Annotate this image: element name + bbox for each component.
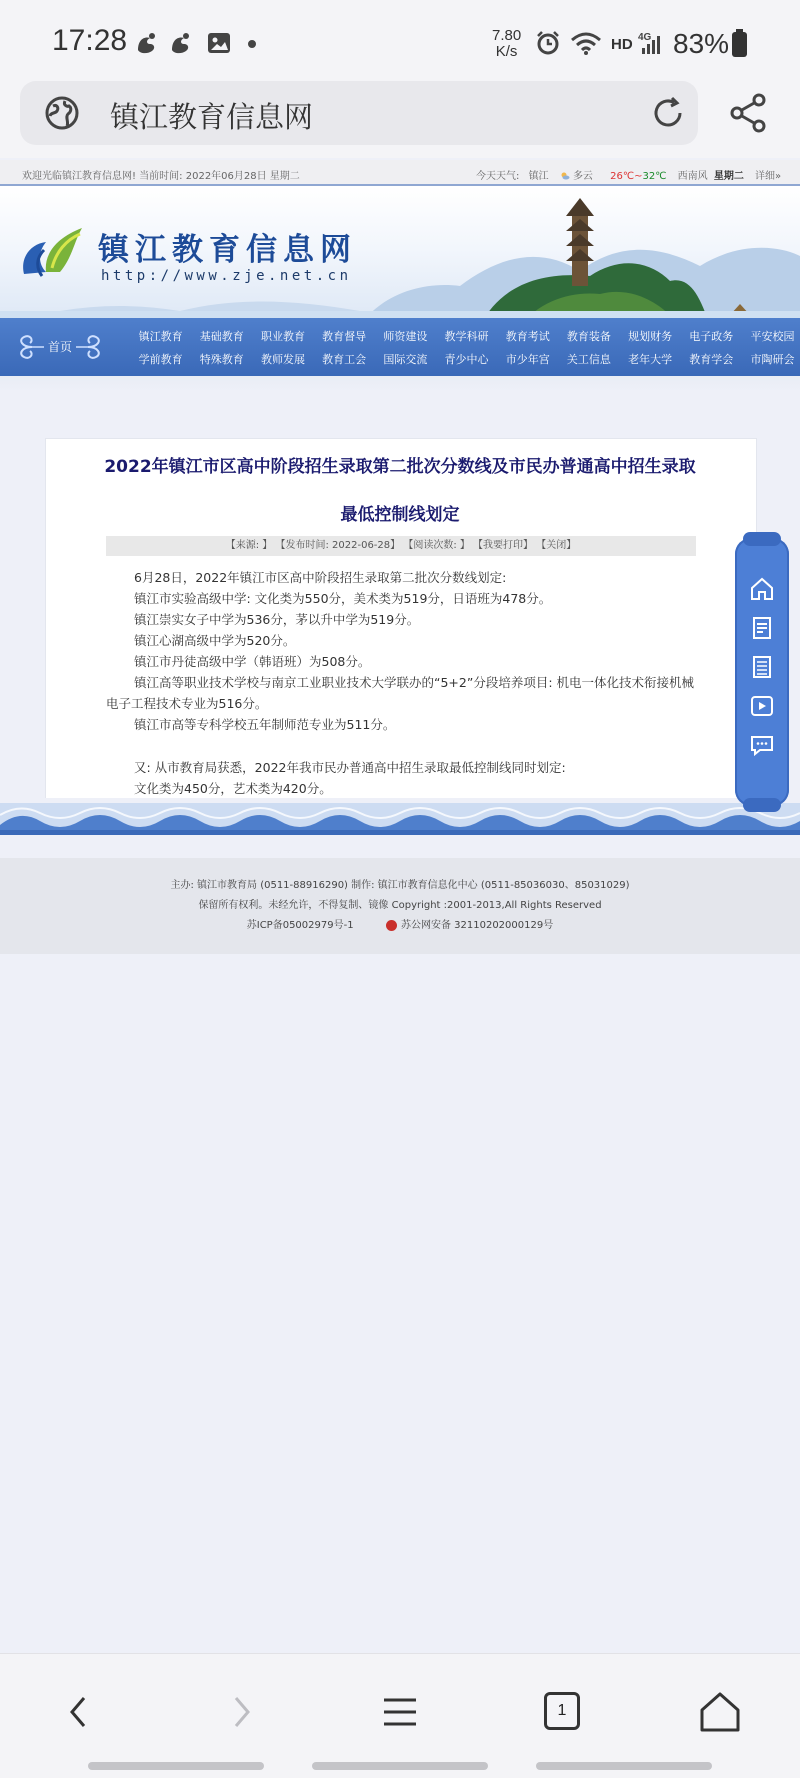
gallery-icon xyxy=(206,30,232,56)
weather-day: 星期二 xyxy=(713,171,744,182)
nav-item[interactable]: 市少年宫 xyxy=(505,353,550,366)
list-icon[interactable] xyxy=(748,653,776,681)
wave-pattern-icon xyxy=(0,803,800,835)
status-bar xyxy=(0,0,800,80)
site-banner xyxy=(0,186,800,326)
icp-link[interactable]: 苏ICP备05002979号-1 xyxy=(246,920,354,931)
gesture-bar xyxy=(88,1762,264,1770)
web-page xyxy=(0,158,800,1653)
nav-row-2 xyxy=(130,351,800,367)
weather-info xyxy=(476,167,781,182)
nav-item[interactable]: 职业教育 xyxy=(260,330,305,343)
app-notification-icon xyxy=(134,30,160,56)
browser-address-bar xyxy=(0,80,800,158)
nav-item[interactable]: 基础教育 xyxy=(199,330,244,343)
video-icon[interactable] xyxy=(748,692,776,720)
sidebar-cap-top xyxy=(743,532,781,546)
police-badge-icon xyxy=(386,920,397,931)
gesture-bar xyxy=(536,1762,712,1770)
nav-item[interactable]: 关工信息 xyxy=(566,353,611,366)
site-top-strip xyxy=(0,160,800,186)
nav-home-button[interactable] xyxy=(14,330,106,364)
nav-item[interactable]: 电子政务 xyxy=(689,330,734,343)
site-logo-url: http://www.zje.net.cn xyxy=(101,268,352,284)
sidebar-cap-bottom xyxy=(743,798,781,812)
article-paragraph: 镇江崇实女子中学为536分，茅以升中学为519分。 xyxy=(134,612,420,627)
nav-item[interactable]: 特殊教育 xyxy=(199,353,244,366)
browser-bottom-bar xyxy=(0,1653,800,1778)
weather-temp-high: 26℃ xyxy=(610,171,635,182)
home-icon[interactable] xyxy=(748,575,776,603)
nav-item[interactable]: 教育学会 xyxy=(689,353,734,366)
site-logo-icon xyxy=(16,218,88,282)
nav-item[interactable]: 学前教育 xyxy=(138,353,183,366)
footer-wave-decoration xyxy=(0,803,800,835)
home-icon[interactable] xyxy=(692,1684,748,1740)
nav-row-1 xyxy=(130,328,800,344)
nav-item[interactable]: 教育考试 xyxy=(505,330,550,343)
share-icon[interactable] xyxy=(728,92,768,134)
globe-icon[interactable] xyxy=(45,96,79,130)
app-notification-icon xyxy=(168,30,194,56)
article-paragraph: 镇江市实验高级中学: 文化类为550分，美术类为519分，日语班为478分。 xyxy=(134,591,552,606)
menu-icon[interactable] xyxy=(372,1684,428,1740)
article-paragraph: 又: 从市教育局获悉，2022年我市民办普通高中招生录取最低控制线同时划定: xyxy=(134,760,566,775)
alarm-icon xyxy=(535,30,561,56)
tabs-button[interactable]: 1 xyxy=(544,1692,580,1730)
site-nav xyxy=(0,318,800,376)
nav-item[interactable]: 师资建设 xyxy=(383,330,428,343)
weather-icon xyxy=(560,171,570,181)
back-icon[interactable] xyxy=(52,1684,108,1740)
network-type-label: HD xyxy=(611,36,633,53)
police-record-link[interactable]: 苏公网安备 32110202000129号 xyxy=(400,920,554,931)
nav-home-label[interactable]: 首页 xyxy=(48,340,73,354)
nav-item[interactable]: 镇江教育 xyxy=(138,330,183,343)
article-paragraph: 镇江心湖高级中学为520分。 xyxy=(134,633,296,648)
nav-shadow xyxy=(0,376,800,392)
status-time: 17:28 xyxy=(52,24,128,57)
site-logo-title: 镇江教育信息网 xyxy=(98,232,357,268)
svg-text:4G: 4G xyxy=(638,32,652,43)
nav-item[interactable]: 青少中心 xyxy=(444,353,489,366)
footer-line-3 xyxy=(0,916,800,931)
signal-icon xyxy=(638,30,666,56)
article-paragraph: 镇江市丹徒高级中学（韩语班）为508分。 xyxy=(134,654,371,669)
article-title: 2022年镇江市区高中阶段招生录取第二批次分数线及市民办普通高中招生录取最低控制线划定 xyxy=(104,457,696,525)
gesture-bar xyxy=(312,1762,488,1770)
wifi-icon xyxy=(570,30,602,56)
weather-temp-low: 32℃ xyxy=(642,171,667,182)
article-paragraph: 6月28日，2022年镇江市区高中阶段招生录取第二批次分数线划定: xyxy=(134,570,507,585)
weather-temp-sep: ~ xyxy=(634,171,643,182)
address-title[interactable]: 镇江教育信息网 xyxy=(110,100,314,134)
weather-label: 今天天气: xyxy=(476,171,520,182)
weather-more-link[interactable]: 详细» xyxy=(755,171,782,182)
battery-percent: 83% xyxy=(673,28,730,59)
nav-item[interactable]: 教师发展 xyxy=(260,353,305,366)
site-footer xyxy=(0,858,800,954)
nav-item[interactable]: 平安校园 xyxy=(750,330,795,343)
battery-icon xyxy=(732,32,747,57)
article-meta-bar[interactable]: 【来源: 】 【发布时间: 2022-06-28】 【阅读次数: 】 【我要打印】 【关闭】 xyxy=(106,536,696,556)
nav-item[interactable]: 规划财务 xyxy=(628,330,673,343)
network-speed: 7.80 K/s xyxy=(492,27,522,60)
weather-wind: 西南风 xyxy=(677,171,708,182)
weather-city: 镇江 xyxy=(528,171,549,182)
footer-line-1: 主办: 镇江市教育局 (0511-88916290) 制作: 镇江市教育信息化中心 (0511-85036030、85031029) xyxy=(170,880,630,891)
nav-item[interactable]: 教育工会 xyxy=(322,353,367,366)
nav-item[interactable]: 教育装备 xyxy=(566,330,611,343)
document-icon[interactable] xyxy=(748,614,776,642)
forward-icon[interactable] xyxy=(212,1684,268,1740)
footer-line-2: 保留所有权利。未经允许，不得复制、镜像 Copyright :2001-2013,All Rights Reserved xyxy=(198,900,602,911)
weather-desc: 多云 xyxy=(572,171,593,182)
nav-item[interactable]: 国际交流 xyxy=(383,353,428,366)
welcome-text: 欢迎光临镇江教育信息网! 当前时间: 2022年06月28日 星期二 xyxy=(22,171,300,182)
nav-item[interactable]: 老年大学 xyxy=(628,353,673,366)
nav-item[interactable]: 教育督导 xyxy=(322,330,367,343)
nav-item[interactable]: 市陶研会 xyxy=(750,353,795,366)
address-field[interactable] xyxy=(20,81,698,145)
floating-side-toolbar xyxy=(735,538,789,806)
article-paragraph: 文化类为450分，艺术类为420分。 xyxy=(134,781,332,796)
chat-icon[interactable] xyxy=(748,731,776,759)
notification-dot xyxy=(248,40,256,48)
article-paragraph: 镇江市高等专科学校五年制师范专业为511分。 xyxy=(134,717,396,732)
nav-item[interactable]: 教学科研 xyxy=(444,330,489,343)
article-paragraph: 镇江高等职业技术学校与南京工业职业技术大学联办的“5+2”分段培养项目: 机电一体化技术衔接机械电子工程技术专业为516分。 xyxy=(106,675,695,711)
article-panel xyxy=(45,438,757,798)
reload-icon[interactable] xyxy=(650,95,686,131)
